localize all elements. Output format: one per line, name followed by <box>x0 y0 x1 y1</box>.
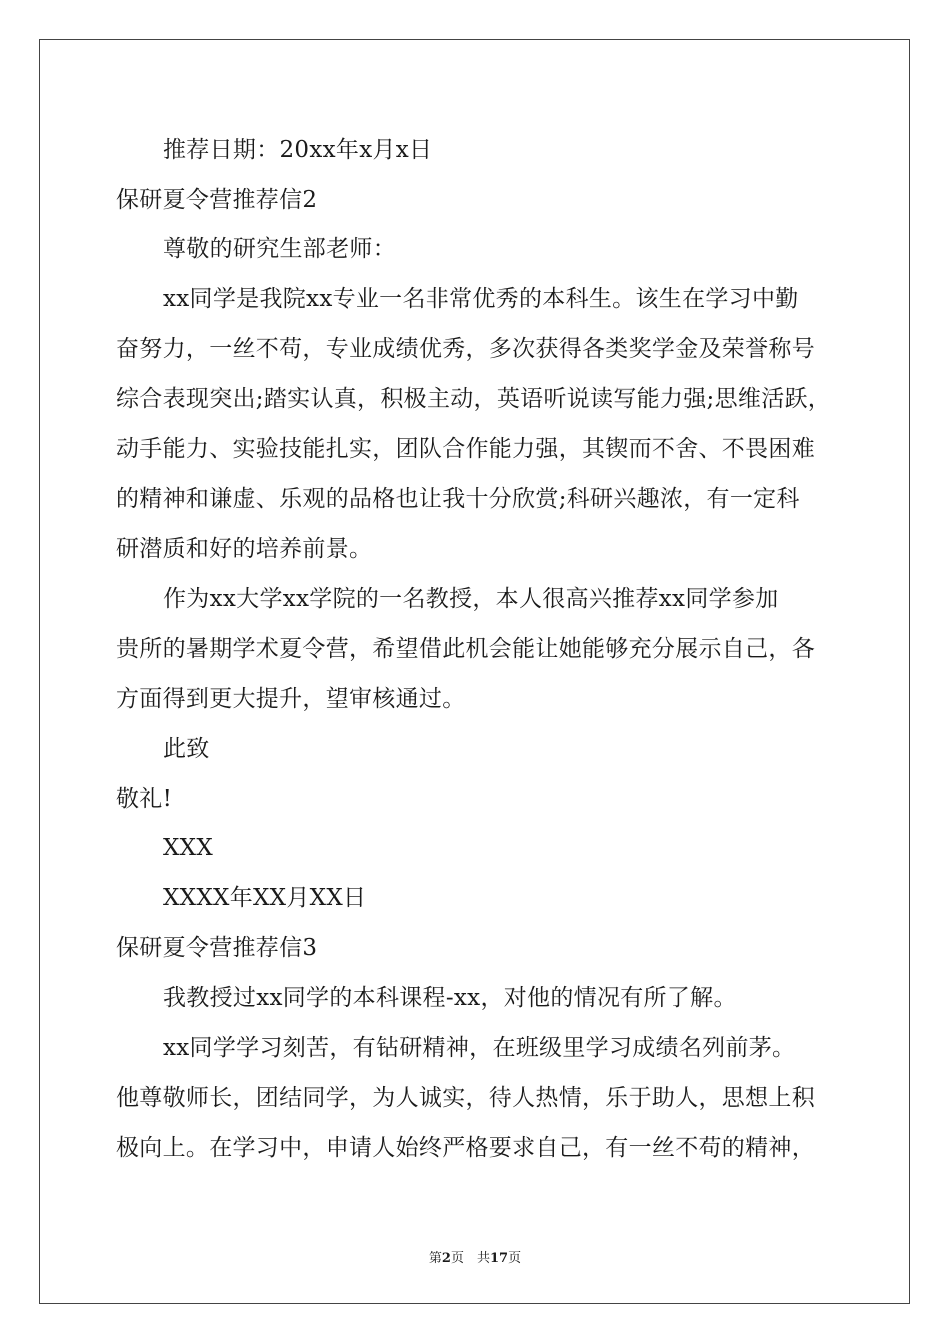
paragraph-line: 奋努力，一丝不苟，专业成绩优秀，多次获得各类奖学金及荣誉称号 <box>116 336 815 362</box>
closing-regards: 敬礼! <box>116 786 173 812</box>
section-heading-3: 保研夏令营推荐信3 <box>116 935 318 961</box>
paragraph-line: 极向上。在学习中，申请人始终严格要求自己，有一丝不苟的精神， <box>116 1135 815 1161</box>
current-page-number: 2 <box>441 1251 451 1266</box>
signature-name: XXX <box>163 835 214 861</box>
footer-mid: 页 共 <box>450 1251 490 1266</box>
paragraph-line: 作为xx大学xx学院的一名教授，本人很高兴推荐xx同学参加 <box>163 586 779 612</box>
paragraph-line: xx同学是我院xx专业一名非常优秀的本科生。该生在学习中勤 <box>163 286 799 312</box>
paragraph-line: 方面得到更大提升，望审核通过。 <box>116 686 466 712</box>
page-footer <box>0 1247 950 1266</box>
signature-date: XXXX年XX月XX日 <box>163 885 367 911</box>
closing-phrase: 此致 <box>163 736 210 762</box>
paragraph-line: 他尊敬师长，团结同学，为人诚实，待人热情，乐于助人，思想上积 <box>116 1085 815 1111</box>
salutation: 尊敬的研究生部老师： <box>163 236 396 262</box>
footer-prefix: 第 <box>428 1251 442 1266</box>
paragraph-line: 综合表现突出;踏实认真，积极主动，英语听说读写能力强;思维活跃， <box>116 386 832 412</box>
paragraph-line: 研潜质和好的培养前景。 <box>116 536 373 562</box>
paragraph-line: xx同学学习刻苦，有钻研精神，在班级里学习成绩名列前茅。 <box>163 1035 796 1061</box>
section-heading-2: 保研夏令营推荐信2 <box>116 187 318 213</box>
total-page-number: 17 <box>489 1251 509 1266</box>
recommendation-date-line: 推荐日期：20xx年x月x日 <box>163 137 433 163</box>
paragraph-line: 动手能力、实验技能扎实，团队合作能力强，其锲而不舍、不畏困难 <box>116 436 815 462</box>
footer-suffix: 页 <box>508 1251 522 1266</box>
paragraph-line: 的精神和谦虚、乐观的品格也让我十分欣赏;科研兴趣浓，有一定科 <box>116 486 800 512</box>
paragraph-line: 贵所的暑期学术夏令营，希望借此机会能让她能够充分展示自己，各 <box>116 636 815 662</box>
page-border <box>39 39 910 1304</box>
paragraph-line: 我教授过xx同学的本科课程-xx，对他的情况有所了解。 <box>163 985 737 1011</box>
